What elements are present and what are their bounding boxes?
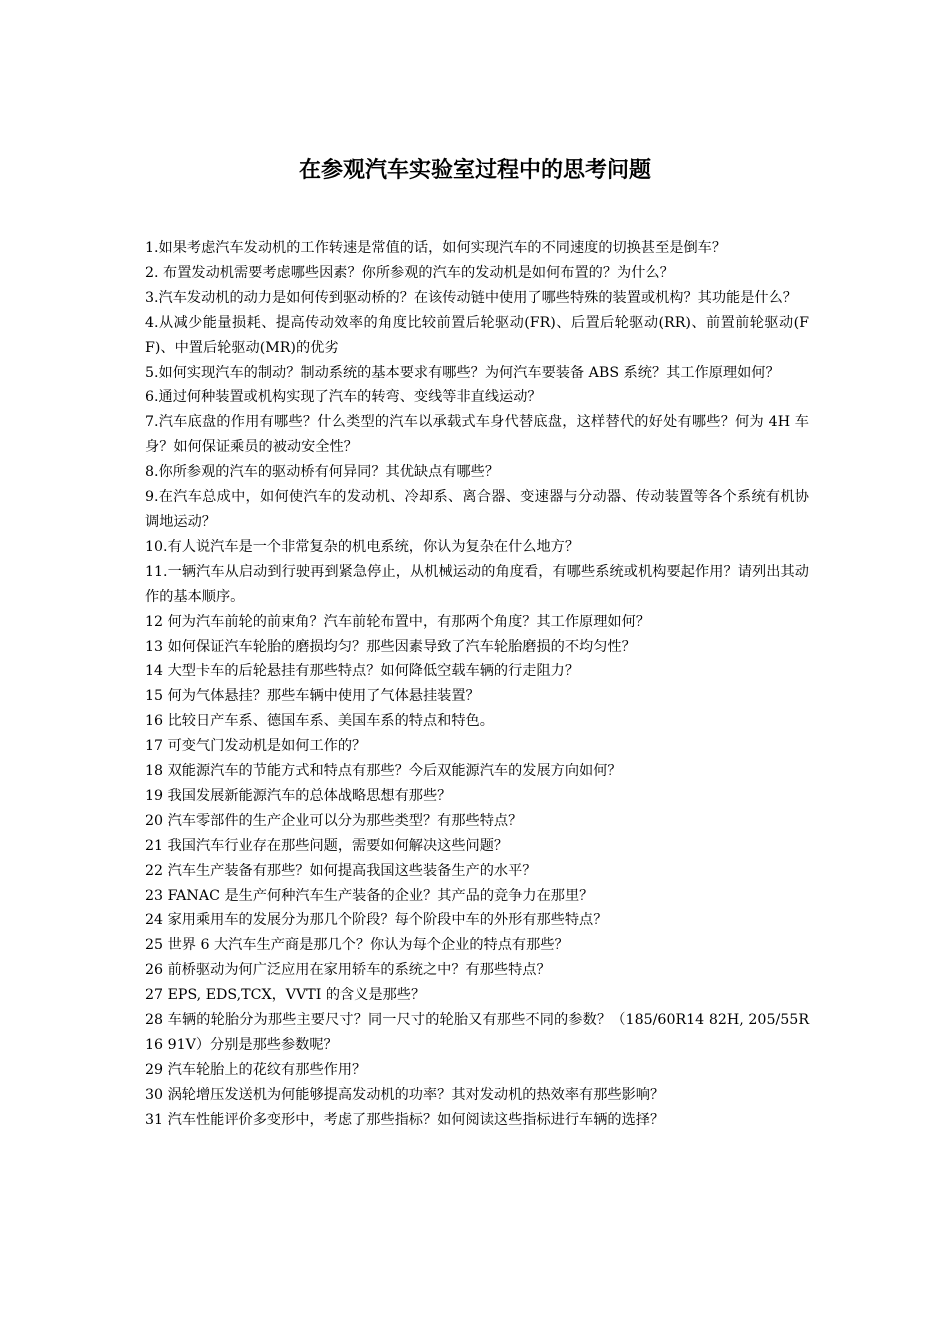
question-item: 11.一辆汽车从启动到行驶再到紧急停止，从机械运动的角度看，有哪些系统或机构要起作用？请列出其动作的基本顺序。: [145, 563, 809, 605]
document-title: 在参观汽车实验室过程中的思考问题: [298, 158, 651, 183]
question-item: 12 何为汽车前轮的前束角？汽车前轮布置中，有那两个角度？其工作原理如何？: [145, 613, 650, 630]
question-item: 29 汽车轮胎上的花纹有那些作用？: [145, 1061, 367, 1078]
question-item: 25 世界 6 大汽车生产商是那几个？你认为每个企业的特点有那些？: [145, 937, 569, 954]
question-item: 14 大型卡车的后轮悬挂有那些特点？如何降低空载车辆的行走阻力？: [145, 663, 580, 680]
question-item: 22 汽车生产装备有那些？如何提高我国这些装备生产的水平？: [145, 862, 537, 879]
question-item: 15 何为气体悬挂？那些车辆中使用了气体悬挂装置？: [145, 688, 480, 705]
question-item: 18 双能源汽车的节能方式和特点有那些？今后双能源汽车的发展方向如何？: [145, 763, 622, 780]
question-item: 2. 布置发动机需要考虑哪些因素？你所参观的汽车的发动机是如何布置的？为什么？: [145, 264, 674, 281]
question-item: 27 EPS, EDS,TCX，VVTI 的含义是那些？: [145, 987, 426, 1004]
question-item: 19 我国发展新能源汽车的总体战略思想有那些？: [145, 787, 452, 804]
question-item: 26 前桥驱动为何广泛应用在家用轿车的系统之中？有那些特点？: [145, 962, 551, 979]
question-item: 23 FANAC 是生产何种汽车生产装备的企业？其产品的竞争力在那里？: [145, 887, 594, 904]
question-item: 8.你所参观的汽车的驱动桥有何异同？其优缺点有哪些？: [145, 464, 500, 481]
question-item: 9.在汽车总成中，如何使汽车的发动机、冷却系、离合器、变速器与分动器、传动装置等各个系统有机协调地运动？: [145, 489, 809, 530]
question-item: 24 家用乘用车的发展分为那几个阶段？每个阶段中车的外形有那些特点？: [145, 912, 608, 929]
question-item: 6.通过何种装置或机构实现了汽车的转弯、变线等非直线运动？: [145, 389, 542, 406]
question-item: 30 涡轮增压发送机为何能够提高发动机的功率？其对发动机的热效率有那些影响？: [145, 1086, 665, 1103]
question-item: 4.从减少能量损耗、提高传动效率的角度比较前置后轮驱动(FR)、后置后轮驱动(RR)、前置前轮驱动(FF)、中置后轮驱动(MR)的优劣: [145, 314, 809, 356]
question-item: 28 车辆的轮胎分为那些主要尺寸？同一尺寸的轮胎又有那些不同的参数？（185/60R14 82H, 205/55R16 91V）分别是那些参数呢？: [145, 1012, 809, 1053]
question-item: 21 我国汽车行业存在那些问题，需要如何解决这些问题？: [145, 837, 509, 854]
question-item: 17 可变气门发动机是如何工作的？: [145, 738, 367, 755]
question-item: 16 比较日产车系、德国车系、美国车系的特点和特色。: [145, 713, 494, 730]
question-list: [145, 236, 809, 1133]
question-item: 7.汽车底盘的作用有哪些？什么类型的汽车以承载式车身代替底盘，这样替代的好处有哪些？何为 4H 车身？如何保证乘员的被动安全性？: [145, 414, 809, 456]
question-item: 1.如果考虑汽车发动机的工作转速是常值的话，如何实现汽车的不同速度的切换甚至是倒车？: [145, 240, 727, 256]
question-item: 31 汽车性能评价多变形中，考虑了那些指标？如何阅读这些指标进行车辆的选择？: [145, 1111, 665, 1128]
question-item: 5.如何实现汽车的制动？制动系统的基本要求有哪些？为何汽车要装备 ABS 系统？其工作原理如何？: [145, 364, 780, 381]
question-item: 10.有人说汽车是一个非常复杂的机电系统，你认为复杂在什么地方？: [145, 538, 580, 555]
question-item: 13 如何保证汽车轮胎的磨损均匀？那些因素导致了汽车轮胎磨损的不均匀性？: [145, 638, 636, 655]
question-item: 3.汽车发动机的动力是如何传到驱动桥的？在该传动链中使用了哪些特殊的装置或机构？其功能是什么？: [145, 289, 797, 306]
question-item: 20 汽车零部件的生产企业可以分为那些类型？有那些特点？: [145, 812, 523, 829]
